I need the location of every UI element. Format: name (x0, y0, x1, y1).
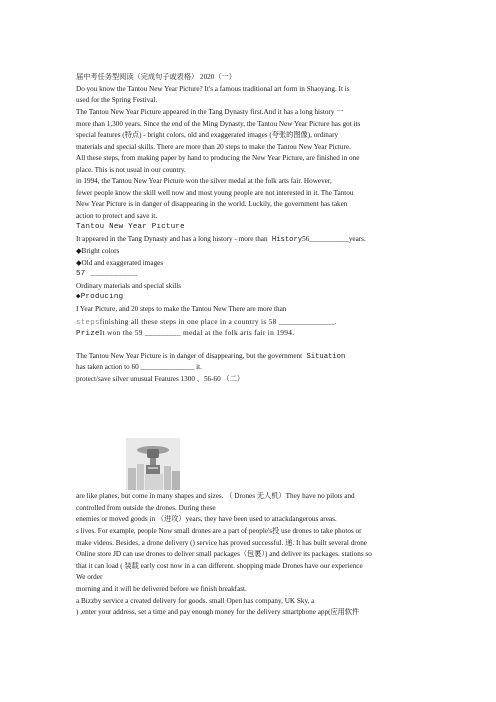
line-text: enemies or moved goods in （进攻）years, they have been used to attackdangerous areas. (76, 515, 337, 523)
text-line (76, 282, 488, 291)
text-line (76, 305, 488, 314)
line-continuation: finishing all these steps in one place in a country is 58 ______________. (99, 317, 337, 326)
line-text: Ordinary materials and special skills (76, 282, 181, 290)
text-line (76, 259, 488, 268)
line-text: fewer people know the skill well now and most young people are not interested in it. The Tantou (76, 189, 354, 197)
line-text: protect/save silver unusual Features 1300 、56-60 （二） (76, 375, 245, 383)
text-line (76, 212, 488, 221)
line-text: steps (76, 319, 100, 327)
table-label: History (267, 236, 303, 244)
line-text: used for the Spring Festival. (76, 96, 158, 104)
line-text: more than 1,300 years. Since the end of the Ming Dynasty, the Tantou New Year Picture has got its (76, 120, 361, 128)
text-line (76, 154, 488, 163)
text-line (76, 573, 488, 582)
text-line (76, 539, 488, 548)
text-line (76, 597, 488, 606)
line-text: I Year Picture, and 20 steps to make the Tantou New There are more than (76, 305, 287, 313)
text-line (76, 504, 488, 513)
line-text: special features (特点) - bright colors, old and exaggerated images (夸张的图像), ordinary (76, 131, 339, 139)
line-text: are like planes, but come in many shapes and sizes. （ Drones 无人机）They have no pilots and (76, 492, 355, 500)
line-text: s lives. For example, people Now small drones are a part of people's投 use drones to take photos or (76, 527, 362, 535)
text-line (76, 120, 488, 129)
text-line (76, 166, 488, 175)
text-line (76, 608, 488, 617)
line-text: controlled from outside the drones. During these (76, 504, 216, 512)
line-text: materials and special skills. There are more than 20 steps to make the Tantou New Year Picture. (76, 143, 351, 151)
text-line (76, 527, 488, 536)
line-text: All these steps, from making paper by hand to producing the New Year Picture, are finished in one (76, 154, 360, 162)
line-text: in 1994, the Tantou New Year Picture won the silver medal at the folk arts fair. However, (76, 177, 332, 185)
text-line (76, 108, 488, 117)
line-text: ◆Producing (76, 293, 124, 301)
text-line (76, 143, 488, 152)
text-line (76, 189, 488, 198)
text-line (76, 515, 488, 524)
text-line (76, 200, 488, 209)
line-text: Tantou New Year Picture (76, 223, 185, 231)
text-line (76, 492, 488, 501)
line-text: ◆Old and exaggerated images (76, 259, 164, 267)
text-line (76, 328, 488, 339)
line-text: Do you know the Tantou New Year Picture? It's a famous traditional art form in Shaoyang. It is (76, 85, 350, 93)
text-line (76, 293, 488, 302)
text-line (76, 177, 488, 186)
line-text: Prize (76, 330, 100, 338)
text-line (76, 131, 488, 140)
line-text: The Tantou New Year Picture appeared in the Tang Dynasty first.And it has a long history 一 (76, 108, 344, 116)
text-line (76, 270, 488, 279)
text-line (76, 73, 488, 82)
drone-illustration (126, 438, 180, 490)
text-line (76, 375, 488, 384)
line-text: make videos. Besides, a drone delivery () service has proved successful. 递. It has built several drone (76, 539, 368, 547)
line-text: New Year Picture is in danger of disappearing in the world. Luckily, the government has taken (76, 200, 348, 208)
line-text: action to protect and save it. (76, 212, 158, 220)
text-line (76, 85, 488, 94)
text-line (76, 235, 488, 245)
line-text: ) ,enter your address, set a time and pay enough money for the delivery smartphone app(应用软件 (76, 608, 360, 616)
table-label: Situation (302, 353, 346, 361)
text-line (76, 363, 488, 372)
line-continuation: It won the 59 _________ medal at the folk arts fair in 1994. (99, 328, 295, 337)
text-line (76, 585, 488, 594)
line-text: We order (76, 573, 103, 581)
text-line (76, 352, 488, 362)
line-text: a Bizzby service a created delivery for goods. small Open has company, UK Sky, a (76, 597, 315, 605)
text-line (76, 562, 488, 571)
line-text: morning and it will be delivered before we finish breakfast. (76, 585, 247, 593)
line-text: 届中考任务型阅读（完成句子或表格） 2020（一） (76, 73, 236, 81)
text-line (76, 96, 488, 105)
line-text: that it can load ( 装载 early cost now in a can different. shopping made Drones have our experience (76, 562, 363, 570)
text-line (76, 247, 488, 256)
line-text: ◆Bright colors (76, 247, 120, 255)
text-line (76, 317, 488, 328)
line-continuation: 56___________years. (302, 235, 366, 243)
text-line (76, 223, 488, 232)
line-text: The Tantou New Year Picture is in danger of disappearing, but the government (76, 352, 303, 360)
line-text: place. This is not usual in our country. (76, 166, 186, 174)
line-text: It appeared in the Tang Dynasty and has a long history - more than (76, 235, 268, 243)
text-line (76, 550, 488, 559)
line-text: 57 __________ (76, 270, 138, 278)
line-text: Online store JD can use drones to deliver small packages（包裹）) and deliver its packages. stations so (76, 550, 372, 558)
line-text: has taken action to 60 _______________ it. (76, 363, 202, 371)
